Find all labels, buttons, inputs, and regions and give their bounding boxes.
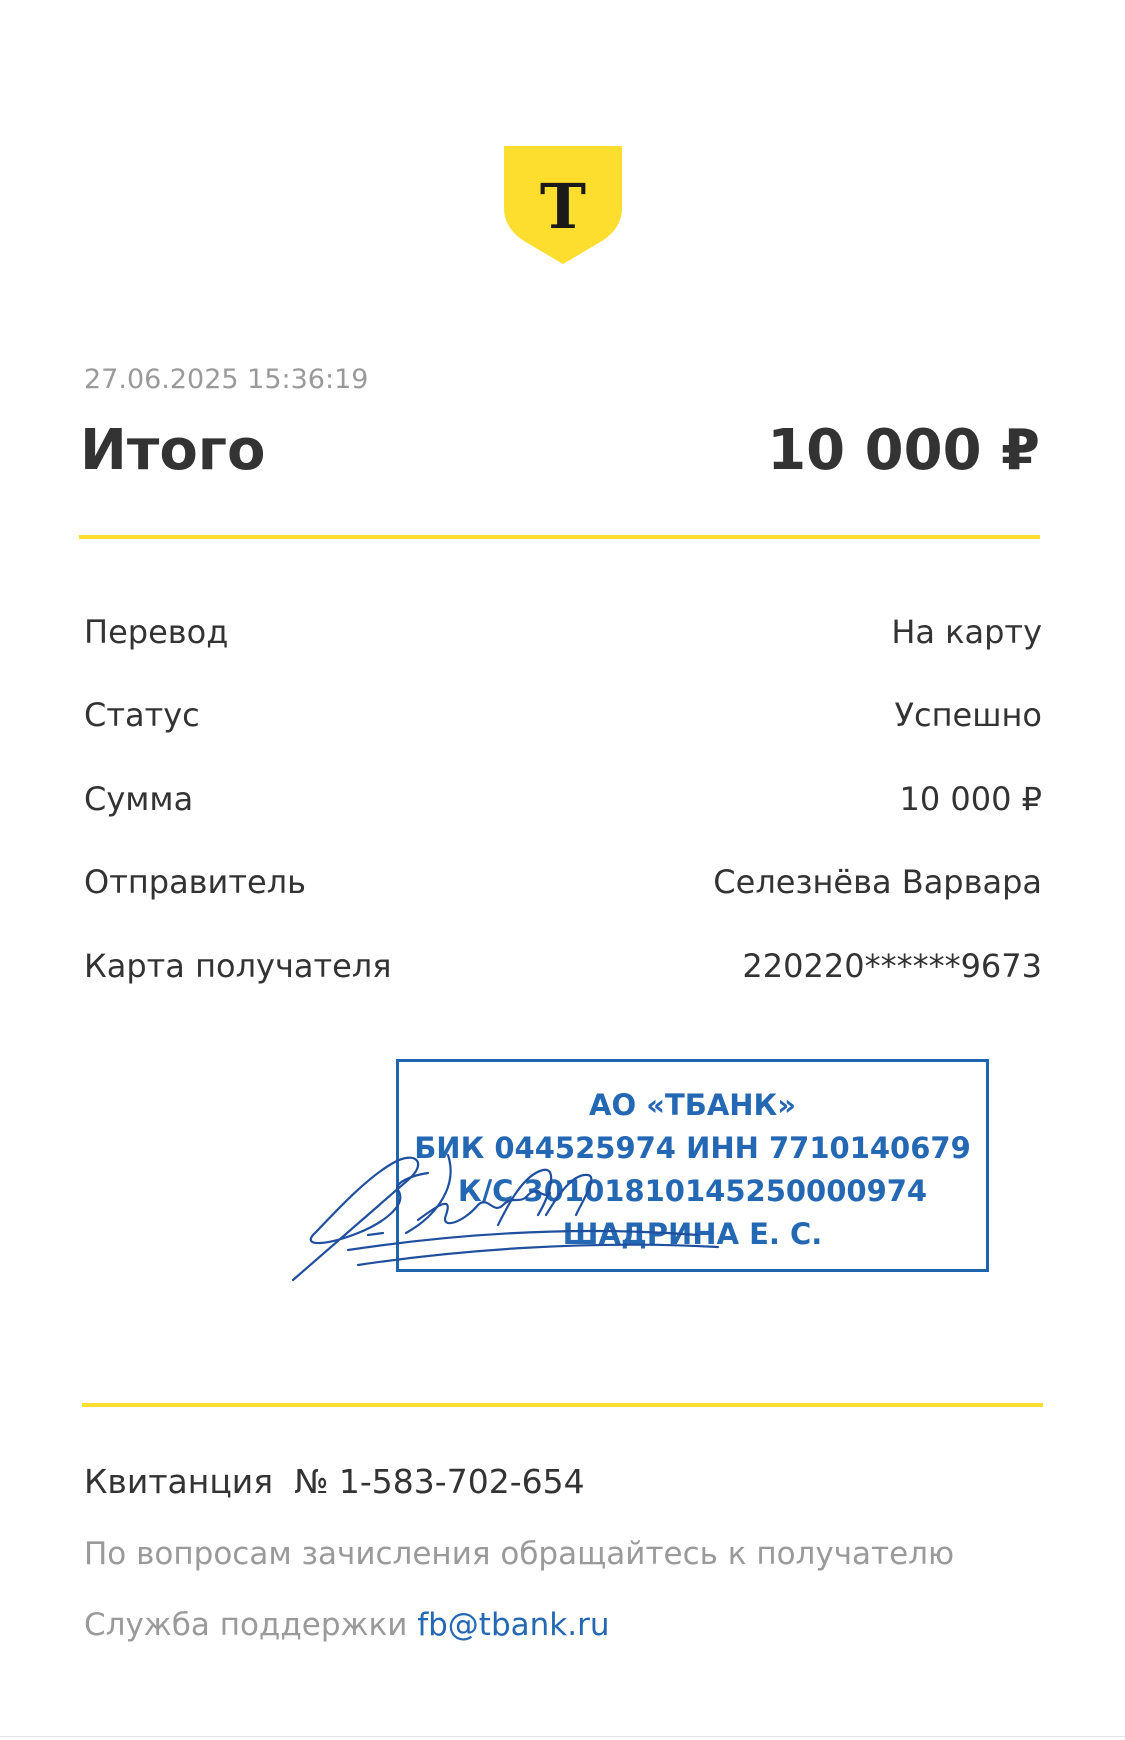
stamp-account: К/С 30101810145250000974 — [457, 1174, 928, 1208]
detail-row-status — [84, 674, 1042, 758]
detail-label: Перевод — [84, 612, 229, 651]
detail-label: Карта получателя — [84, 946, 392, 985]
detail-row-recipient-card — [84, 924, 1042, 1008]
support-line — [84, 1607, 610, 1643]
detail-label: Отправитель — [84, 863, 306, 902]
total-amount: 10 000 ₽ — [767, 418, 1040, 483]
detail-row-transfer — [84, 590, 1042, 674]
detail-value: 220220******9673 — [742, 946, 1042, 985]
tbank-logo — [504, 146, 622, 264]
logo-letter: Т — [539, 170, 587, 243]
signature — [288, 1055, 993, 1295]
stamp-area — [288, 1055, 993, 1295]
detail-label: Статус — [84, 696, 200, 735]
detail-value: Успешно — [894, 696, 1042, 735]
detail-row-amount — [84, 757, 1042, 841]
receipt-number-value: № 1-583-702-654 — [294, 1462, 585, 1501]
details-list — [84, 590, 1042, 1008]
stamp-signer: ШАДРИНА Е. С. — [562, 1217, 823, 1251]
info-text: По вопросам зачисления обращайтесь к получателю — [84, 1536, 955, 1572]
total-label: Итого — [80, 418, 266, 483]
support-label: Служба поддержки — [84, 1607, 408, 1643]
detail-row-sender — [84, 841, 1042, 925]
receipt-number — [84, 1462, 585, 1501]
stamp-bik-inn: БИК 044525974 ИНН 7710140679 — [414, 1131, 971, 1165]
detail-value: На карту — [891, 612, 1042, 651]
receipt-label: Квитанция — [84, 1462, 274, 1501]
detail-value: Селезнёва Варвара — [713, 863, 1042, 902]
detail-value: 10 000 ₽ — [899, 779, 1042, 818]
page-bottom-border — [0, 1736, 1125, 1737]
stamp-bank-name: АО «ТБАНК» — [589, 1088, 796, 1122]
transaction-datetime: 27.06.2025 15:36:19 — [84, 364, 369, 395]
detail-label: Сумма — [84, 779, 194, 818]
support-email-link[interactable]: fb@tbank.ru — [417, 1607, 610, 1643]
bottom-divider — [82, 1403, 1043, 1407]
top-divider — [79, 535, 1040, 539]
